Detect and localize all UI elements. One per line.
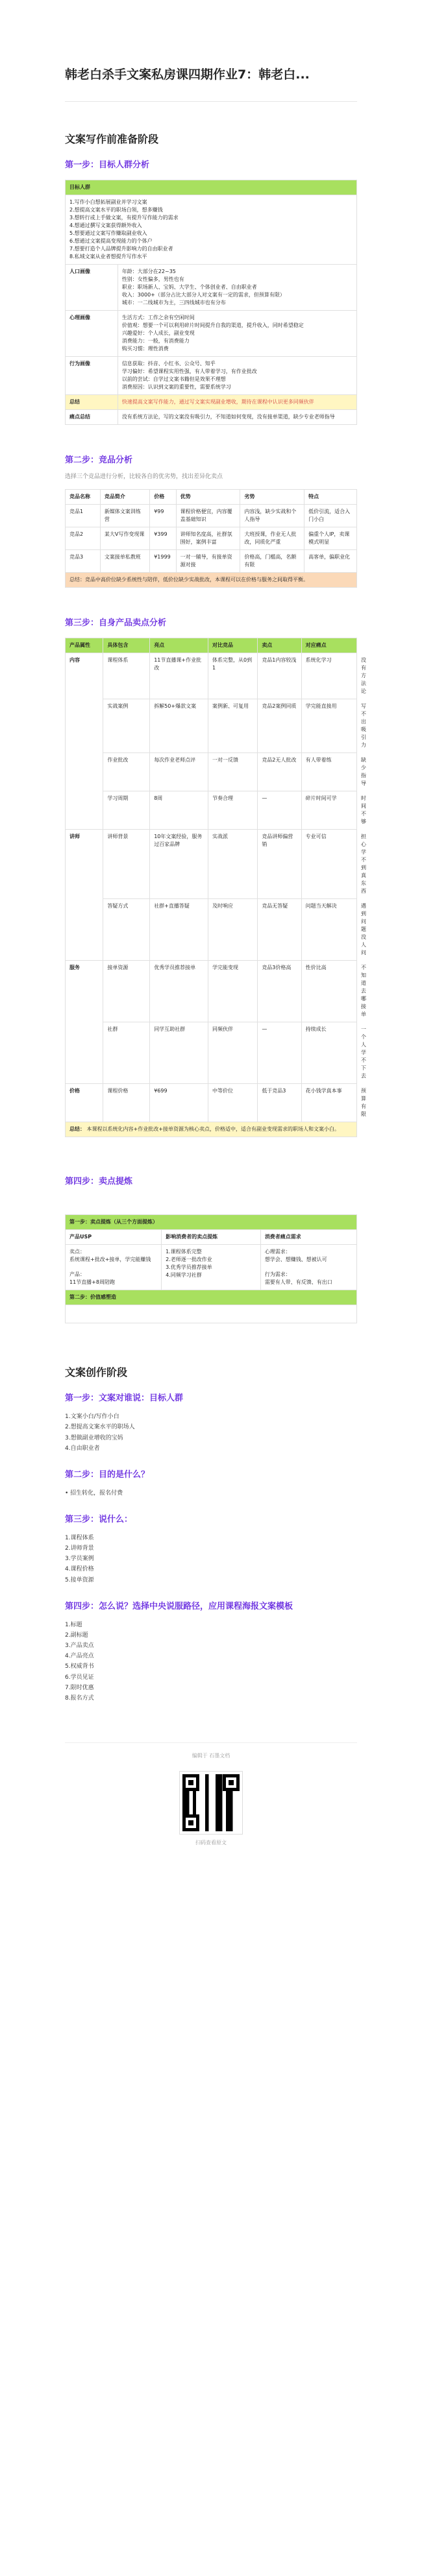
list-item: 1.课程体系 xyxy=(65,1534,94,1541)
selling-point-cell: 碎片时间可学 xyxy=(301,791,356,830)
audience-row-line: 以前的尝试：自学过文案书籍但是效果不理想 xyxy=(121,376,226,382)
competitor-row xyxy=(66,505,357,527)
usp-cell xyxy=(162,1245,261,1290)
competitor-header-cell: 竞品名称 xyxy=(66,490,101,505)
usp-top-bar-row xyxy=(66,1215,357,1230)
usp-bottom-bar: 第二步：价值感塑造 xyxy=(66,1290,357,1305)
selling-point-cell: 课程体系 xyxy=(103,653,150,699)
selling-point-cell: 接单资源 xyxy=(103,961,150,1022)
list-item: 2.想提高文案水平的职场人 xyxy=(65,1424,135,1431)
audience-row-label: 总结 xyxy=(66,394,118,409)
selling-point-cell: 一对一反馈 xyxy=(208,753,257,791)
selling-point-cell: 11节直播课+作业批改 xyxy=(150,653,208,699)
selling-point-cell: 学习周期 xyxy=(103,791,150,830)
competitor-table xyxy=(65,489,357,588)
selling-point-cell: 同频伙伴 xyxy=(208,1022,257,1084)
list-item: 5.权威背书 xyxy=(65,1663,94,1670)
usp-cell-line xyxy=(69,1264,157,1271)
usp-cell-line: 2.老师逐一批改作业 xyxy=(166,1257,212,1263)
stage1-heading: 文案写作前准备阶段 xyxy=(65,132,159,145)
audience-header-row xyxy=(66,180,357,195)
selling-point-cell: 实战案例 xyxy=(103,699,150,753)
usp-cell-line: 系统课程+批改+接单，学完能赚钱 xyxy=(69,1257,151,1263)
usp-cell-line: 想学会、想赚钱、想被认可 xyxy=(264,1257,327,1263)
audience-row-label: 心理画像 xyxy=(66,310,118,356)
selling-point-group: 讲师 xyxy=(66,830,103,961)
footer xyxy=(0,1742,422,1846)
usp-cell-line: 需要有人带、有反馈、有出口 xyxy=(264,1279,332,1286)
selling-point-cell: 同学互助社群 xyxy=(150,1022,208,1084)
selling-point-header-row xyxy=(66,638,357,653)
audience-row-value xyxy=(118,394,356,409)
selling-point-header-cell: 对应痛点 xyxy=(301,638,356,653)
audience-row xyxy=(66,264,357,310)
list-item: 3.学员案例 xyxy=(65,1556,94,1563)
audience-rows xyxy=(66,264,357,424)
competitor-header-row xyxy=(66,490,357,505)
selling-point-summary-label: 总结： xyxy=(69,1126,85,1133)
audience-intro-row xyxy=(66,195,357,264)
competitor-cell: 高客单，偏职业化 xyxy=(304,550,357,573)
qr-corner-icon xyxy=(182,1774,199,1791)
competitor-cell: 文案接单私教班 xyxy=(100,550,149,573)
competitor-header-cell: 优势 xyxy=(176,490,240,505)
competitor-row xyxy=(66,550,357,573)
selling-point-row xyxy=(66,791,357,830)
stage2-step4-list xyxy=(65,1620,357,1704)
selling-point-group: 内容 xyxy=(66,653,103,830)
selling-point-cell: 竞品2无人批改 xyxy=(258,753,301,791)
selling-point-rows xyxy=(66,653,366,1122)
list-item: 2.副标题 xyxy=(65,1631,88,1639)
competitor-rows xyxy=(66,505,357,573)
selling-point-cell: 社群 xyxy=(103,1022,150,1084)
selling-point-cell: 课程价格 xyxy=(103,1084,150,1122)
selling-point-cell: 有人带着练 xyxy=(301,753,356,791)
stage2-step3-heading: 第三步：说什么： xyxy=(65,1514,133,1524)
usp-top-bar: 第一步：卖点提炼（从三个方面提炼） xyxy=(66,1215,357,1230)
usp-header-row xyxy=(66,1230,357,1245)
competitor-cell: 低价引流，适合入门小白 xyxy=(304,505,357,527)
audience-header-label: 目标人群 xyxy=(66,180,357,195)
selling-point-cell: 社群+直播答疑 xyxy=(150,899,208,961)
usp-cell-line: 1.课程体系完整 xyxy=(166,1249,202,1255)
competitor-cell: 课程价格便宜，内容覆盖基础知识 xyxy=(176,505,240,527)
selling-point-row xyxy=(66,1022,357,1084)
usp-header-cell: 影响消费者的卖点提炼 xyxy=(162,1230,261,1245)
audience-row-line: 生活方式：工作之余有空闲时间 xyxy=(121,314,195,320)
usp-cell-line: 3.优秀学员推荐接单 xyxy=(166,1264,212,1271)
list-item: 1.文案小白/写作小白 xyxy=(65,1414,119,1421)
usp-cell-line: 4.同频学习社群 xyxy=(166,1272,202,1279)
selling-point-row xyxy=(66,653,357,699)
competitor-header-cell: 特点 xyxy=(304,490,357,505)
list-item: 4.产品亮点 xyxy=(65,1653,94,1660)
audience-row-label: 行为画像 xyxy=(66,356,118,394)
stage2-step4-heading: 第四步：怎么说？选择中央说服路径，应用课程海报文案模板 xyxy=(65,1601,293,1611)
competitor-summary-row xyxy=(66,573,357,588)
selling-point-cell: 答疑方式 xyxy=(103,899,150,961)
competitor-header-cell: 劣势 xyxy=(240,490,304,505)
competitor-cell: 讲师知名度高，社群氛围好，案例丰富 xyxy=(176,527,240,550)
selling-point-row xyxy=(66,830,357,899)
audience-row-line: 学习偏好：希望课程实用性强，有人带着学习，有作业批改 xyxy=(121,368,257,374)
audience-row-line: 兴趣爱好：个人成长，副业变现 xyxy=(121,330,195,336)
list-item: 3.产品卖点 xyxy=(65,1642,94,1649)
list-item: 4.自由职业者 xyxy=(65,1445,100,1452)
audience-row-line: 快速提高文案写作能力，通过写文案实现副业增收，期待在课程中认识更多同频伙伴 xyxy=(121,398,314,405)
audience-row-value xyxy=(118,409,356,424)
selling-point-cell: 10年文案经验，服务过百家品牌 xyxy=(150,830,208,899)
usp-table xyxy=(65,1214,357,1323)
selling-point-row xyxy=(66,1084,357,1122)
usp-cell-line: 产品： xyxy=(69,1271,85,1278)
competitor-cell: 新媒体文案训练营 xyxy=(100,505,149,527)
selling-point-cell: 竞品无答疑 xyxy=(258,899,301,961)
selling-point-cell: 体系完整，从0到1 xyxy=(208,653,257,699)
selling-point-cell: 学完能直接用 xyxy=(301,699,356,753)
list-item: 1.标题 xyxy=(65,1621,82,1628)
list-item: • 招生转化，报名付费 xyxy=(65,1489,123,1497)
selling-point-cell: 系统化学习 xyxy=(301,653,356,699)
selling-point-cell: 实战派 xyxy=(208,830,257,899)
step2-intro: 选择三个竞品进行分析，比较各自的优劣势，找出差异化卖点 xyxy=(65,474,223,481)
competitor-header-cell: 价格 xyxy=(150,490,176,505)
selling-point-cell: 拆解50+爆款文案 xyxy=(150,699,208,753)
qr-corner-icon xyxy=(182,1814,199,1831)
audience-row-line: 消费原因：认识到文案的重要性，需要系统学习 xyxy=(121,383,231,390)
selling-point-cell: 竞品2案例同质 xyxy=(258,699,301,753)
selling-point-table xyxy=(65,638,366,1137)
usp-body-row xyxy=(66,1245,357,1290)
audience-row-line: 收入：3000+（部分占比大部分人对文案有一定的需求，但预算有限） xyxy=(121,291,285,298)
audience-intro-line: 7.想要打造个人品牌提升影响力的自由职业者 xyxy=(69,245,173,252)
qr-corner-icon xyxy=(223,1774,240,1791)
list-item: 7.限时优惠 xyxy=(65,1684,94,1691)
selling-point-cell: 学完能变现 xyxy=(208,961,257,1022)
document-body xyxy=(0,132,422,1704)
audience-row-line: 没有系统方法论，写的文案没有吸引力，不知道如何变现，没有接单渠道，缺少专业老师指导 xyxy=(121,413,335,420)
competitor-cell: 某大V写作变现课 xyxy=(100,527,149,550)
usp-cell xyxy=(260,1245,356,1290)
selling-point-cell: 讲师背景 xyxy=(103,830,150,899)
step3-heading: 第三步：自身产品卖点分析 xyxy=(65,618,167,629)
selling-point-cell: 竞品讲师偏营销 xyxy=(258,830,301,899)
audience-row-line: 城市：一二线城市为主，三四线城市也有分布 xyxy=(121,299,226,306)
audience-row-line: 消费能力：一般，有消费能力 xyxy=(121,337,190,344)
competitor-cell: 偏重个人IP，卖课模式明显 xyxy=(304,527,357,550)
audience-row-line: 职业：职场新人、宝妈、大学生、个体创业者、自由职业者 xyxy=(121,283,257,290)
selling-point-cell: — xyxy=(258,791,301,830)
usp-bottom-bar-row xyxy=(66,1290,357,1305)
audience-row-label: 人口画像 xyxy=(66,264,118,310)
selling-point-header-cell: 亮点 xyxy=(150,638,208,653)
doc-title: 韩老白杀手文案私房课四期作业7：韩老白... xyxy=(65,67,310,82)
audience-table xyxy=(65,180,357,425)
selling-point-row xyxy=(66,899,357,961)
selling-point-cell: ¥699 xyxy=(150,1084,208,1122)
stage2-step2-list xyxy=(65,1488,357,1499)
step2-heading: 第二步：竞品分析 xyxy=(65,455,133,465)
competitor-header-cell: 竞品简介 xyxy=(100,490,149,505)
competitor-row xyxy=(66,527,357,550)
usp-cell-line: 11节直播+8周陪跑 xyxy=(69,1279,115,1286)
usp-cell-line: 行为需求： xyxy=(264,1271,291,1278)
audience-row-line: 价值观：想要一个可以利用碎片时间提升自我的渠道，提升收入，同时希望稳定 xyxy=(121,322,304,328)
stage2-step1-list xyxy=(65,1412,357,1454)
audience-row-value xyxy=(118,356,356,394)
footer-divider xyxy=(65,1742,357,1743)
selling-point-cell: — xyxy=(258,1022,301,1084)
audience-intro-cell xyxy=(66,195,357,264)
qr-code-icon xyxy=(180,1772,242,1834)
selling-point-header-cell: 卖点 xyxy=(258,638,301,653)
selling-point-cell: 优秀学员推荐接单 xyxy=(150,961,208,1022)
selling-point-group: 服务 xyxy=(66,961,103,1084)
selling-point-cell: 持续成长 xyxy=(301,1022,356,1084)
stage2-step2-heading: 第二步：目的是什么？ xyxy=(65,1469,150,1480)
competitor-cell: 价格高，门槛高，名额有限 xyxy=(240,550,304,573)
selling-point-cell: 低于竞品3 xyxy=(258,1084,301,1122)
selling-point-summary-cell xyxy=(66,1122,357,1137)
selling-point-cell: 作业批改 xyxy=(103,753,150,791)
usp-header-cell: 产品USP xyxy=(66,1230,162,1245)
selling-point-row xyxy=(66,699,357,753)
audience-row-value xyxy=(118,310,356,356)
list-item: 5.接单资源 xyxy=(65,1576,94,1583)
competitor-cell: 竞品1 xyxy=(66,505,101,527)
usp-cell-line: 卖点： xyxy=(69,1249,85,1255)
footer-credit: 编辑于 石墨文档 xyxy=(192,1753,230,1759)
audience-row xyxy=(66,310,357,356)
usp-header-cell: 消费者痛点需求 xyxy=(260,1230,356,1245)
selling-point-cell: 中等价位 xyxy=(208,1084,257,1122)
audience-row-label: 痛点总结 xyxy=(66,409,118,424)
competitor-cell: 内容浅，缺少实战和个人指导 xyxy=(240,505,304,527)
competitor-cell: ¥399 xyxy=(150,527,176,550)
audience-row-line: 性别：女性偏多，男性也有 xyxy=(121,276,184,282)
selling-point-row xyxy=(66,961,357,1022)
selling-point-cell: 花小钱学真本事 xyxy=(301,1084,356,1122)
audience-row-value xyxy=(118,264,356,310)
audience-intro-line: 3.想转行或上手做文案，有提升写作能力的需求 xyxy=(69,214,179,221)
competitor-cell: 一对一辅导，有接单资源对接 xyxy=(176,550,240,573)
selling-point-header-cell: 产品属性 xyxy=(66,638,103,653)
list-item: 2.讲师背景 xyxy=(65,1545,94,1552)
selling-point-row xyxy=(66,753,357,791)
selling-point-cell: 节奏合理 xyxy=(208,791,257,830)
list-item: 3.想做副业增收的宝妈 xyxy=(65,1434,123,1441)
list-item: 6.学员见证 xyxy=(65,1674,94,1681)
audience-intro-line: 2.想提高文案水平的职场白领，想多赚钱 xyxy=(69,206,163,213)
stage2-step3-list xyxy=(65,1533,357,1585)
audience-intro-line: 8.私域文案从业者想提升写作水平 xyxy=(69,253,147,259)
audience-row xyxy=(66,409,357,424)
selling-point-summary-row xyxy=(66,1122,357,1137)
selling-point-header-cell: 对比竞品 xyxy=(208,638,257,653)
selling-point-cell: 竞品1内容较浅 xyxy=(258,653,301,699)
selling-point-group: 价格 xyxy=(66,1084,103,1122)
step4-heading: 第四步：卖点提炼 xyxy=(65,1177,133,1187)
audience-row xyxy=(66,356,357,394)
selling-point-summary: 本课程以系统化内容+作业批改+接单资源为核心卖点，价格适中，适合有副业变现需求的职场人和文案小白。 xyxy=(86,1126,340,1133)
competitor-cell: ¥1999 xyxy=(150,550,176,573)
audience-intro-line: 4.想通过撰写文案获得额外收入 xyxy=(69,222,142,228)
usp-cell-line xyxy=(265,1264,353,1271)
selling-point-header-cell: 具体包含 xyxy=(103,638,150,653)
usp-empty-row xyxy=(66,1305,357,1323)
selling-point-cell: 竞品3价格高 xyxy=(258,961,301,1022)
competitor-cell: 竞品2 xyxy=(66,527,101,550)
audience-row xyxy=(66,394,357,409)
selling-point-cell: 案例新、可复用 xyxy=(208,699,257,753)
step1-heading: 第一步：目标人群分析 xyxy=(65,160,150,170)
selling-point-cell: 8周 xyxy=(150,791,208,830)
usp-cell xyxy=(66,1245,162,1290)
audience-intro-line: 5.想要通过文案写作赚取副业收入 xyxy=(69,230,147,236)
audience-row-line: 年龄：大部分在22~35 xyxy=(121,268,176,274)
list-item: 8.报名方式 xyxy=(65,1694,94,1702)
stage2-step1-heading: 第一步：文案对谁说：目标人群 xyxy=(65,1393,184,1404)
competitor-cell: 竞品3 xyxy=(66,550,101,573)
selling-point-cell: 问题当天解决 xyxy=(301,899,356,961)
usp-cell-line: 心理需求： xyxy=(264,1249,291,1255)
audience-row-line: 信息获取：抖音、小红书、公众号、知乎 xyxy=(121,360,216,367)
footer-caption: 扫码查看原文 xyxy=(195,1839,227,1846)
stage2-heading: 文案创作阶段 xyxy=(65,1366,128,1379)
audience-row-line: 购买习惯：理性消费 xyxy=(121,345,169,352)
selling-point-cell: 每次作业老师点评 xyxy=(150,753,208,791)
competitor-summary: 总结：竞品中高价位缺少系统性与陪伴，低价位缺少实战批改，本课程可以在价格与服务之间取得平衡。 xyxy=(66,573,357,588)
list-item: 4.课程价格 xyxy=(65,1566,94,1573)
competitor-cell: 大班授课，作业无人批改，同质化严重 xyxy=(240,527,304,550)
usp-empty-cell xyxy=(66,1305,357,1323)
selling-point-cell: 及时响应 xyxy=(208,899,257,961)
audience-intro-line: 1.写作小白想拓展副业并学习文案 xyxy=(69,199,147,205)
audience-intro-line: 6.想通过文案提高变现能力的个体户 xyxy=(69,237,153,244)
selling-point-cell: 专业可信 xyxy=(301,830,356,899)
competitor-cell: ¥99 xyxy=(150,505,176,527)
selling-point-cell: 性价比高 xyxy=(301,961,356,1022)
title-divider xyxy=(65,101,357,102)
